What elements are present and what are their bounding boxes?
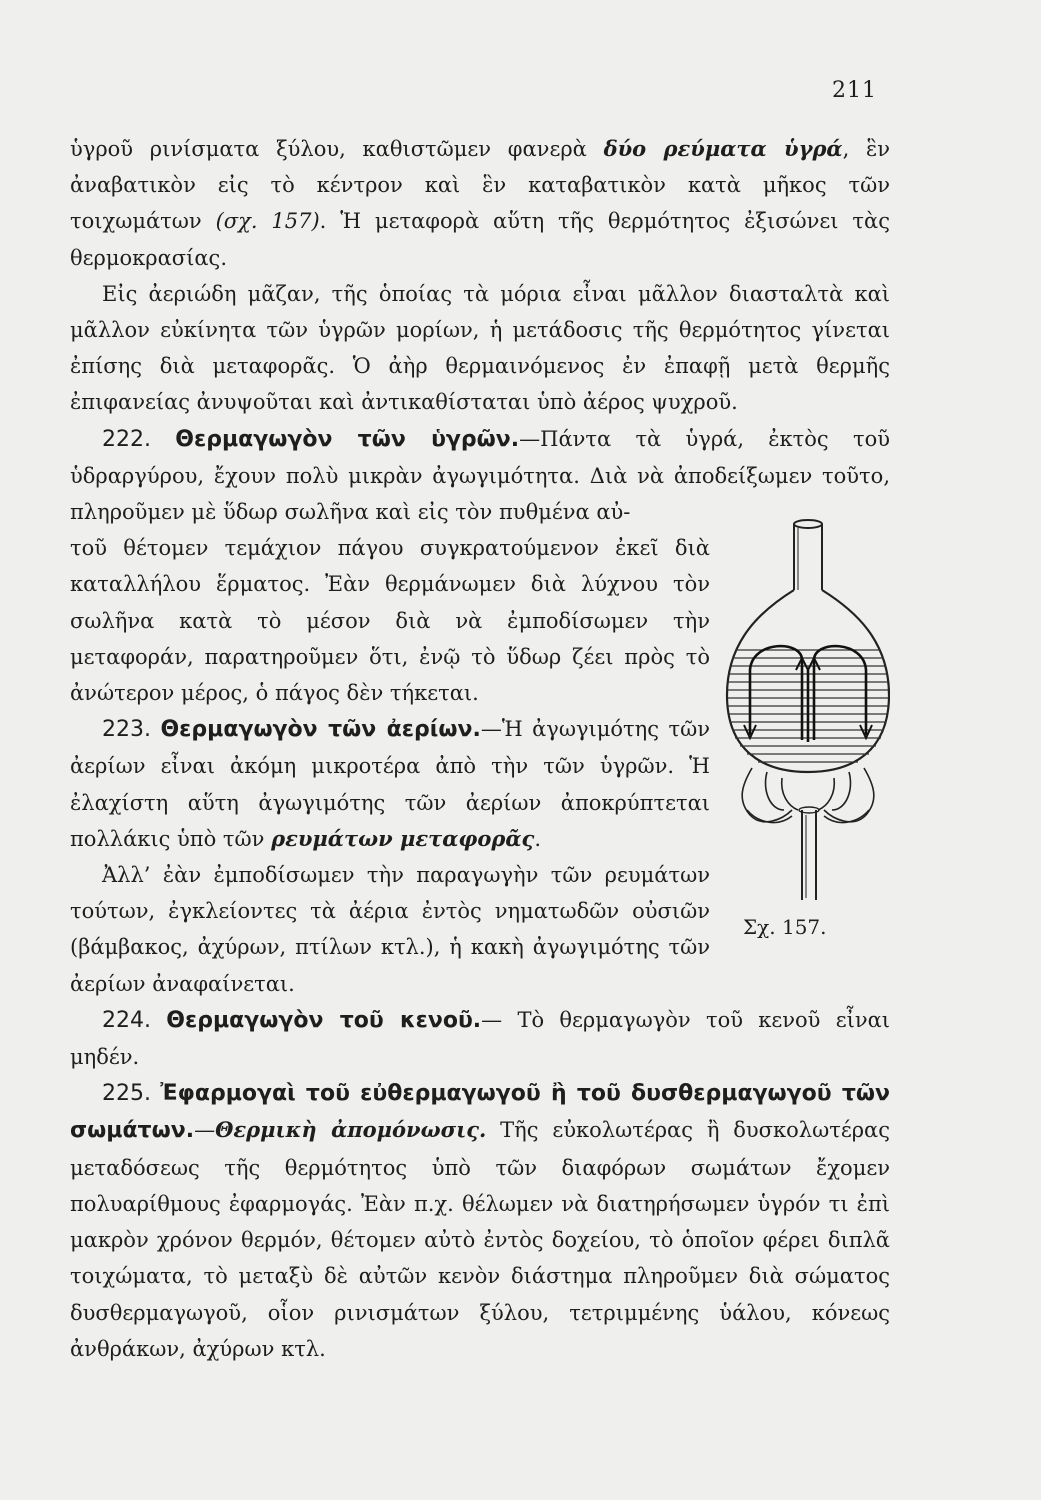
section-223 [70,711,710,857]
section-title: Θερμαγωγὸν τῶν ἀερίων. [160,717,481,743]
figure-caption: Σχ. 157. [743,915,827,939]
section-222-wrapped: τοῦ θέτομεν τεμάχιον πάγου συγκρατούμενον ἐκεῖ διὰ καταλλήλου ἕρματος. Ἐὰν θερμάνωμεν διὰ λύχνου τὸν σωλῆνα κατὰ τὸ μέσον διὰ νὰ ἐμποδίσωμεν τὴν μεταφοράν, παρατηροῦμεν ὅτι, ἐνῷ τὸ ὕδωρ ζέει πρὸς τὸ ἀνώτερον μέρος, ὁ πάγος δὲν τήκεται. [70,536,710,706]
flask-convection-diagram [722,510,890,930]
paragraph-convection-liquids [70,131,890,276]
emphasis-currents: δύο ρεύματα ὑγρά [603,136,843,161]
text-span: , ἓν ἀναβατικὸν εἰς τὸ κέντρον καὶ ἓν καταβατικὸν κατὰ μῆκος τῶν τοιχωμάτων [70,137,891,234]
text-span: . [534,826,541,851]
flask-neck [794,520,822,590]
convection-arrows [744,646,872,742]
burner-stem [799,807,819,900]
flame-icon [742,768,874,823]
emphasis-convection-currents: ρευμάτων μεταφορᾶς [271,825,535,851]
dash: — [481,1007,503,1032]
paragraph-gas-convection: Εἰς ἀεριώδη μᾶζαν, τῆς ὁποίας τὰ μόρια εἶναι μᾶλλον διασταλτὰ καὶ μᾶλλον εὐκίνητα τῶν ὑγρῶν μορίων, ἡ μετάδοσις τῆς θερμότητος γίνεται ἐπίσης διὰ μεταφορᾶς. Ὁ ἀὴρ θερμαινόμενος ἐν ἐπαφῇ μετὰ θερμῆς ἐπιφανείας ἀνυψοῦται καὶ ἀντικαθίσταται ὑπὸ ἀέρος ψυχροῦ. [70,281,890,415]
text-span: Τῆς εὐκολωτέρας ἢ δυσκολωτέρας μεταδόσεως τῆς θερμότητος ὑπὸ τῶν διαφόρων σωμάτων ἔχομεν πολυαρίθμους ἐφαρμογάς. Ἐὰν π.χ. θέλωμεν νὰ διατηρήσωμεν ὑγρόν τι ἐπὶ μακρὸν χρόνον θερμόν, θέτομεν αὐτὸ ἐντὸς δοχείου, τὸ ὁποῖον φέρει διπλᾶ τοιχώματα, τὸ μεταξὺ δὲ αὐτῶν κενὸν διάστημα πληροῦμεν διὰ σώματος δυσθερμαγωγοῦ, οἷον ρινισμάτων ξύλου, τετριμμένης ὑάλου, κόνεως ἀνθράκων, ἀχύρων κτλ. [70,1118,890,1361]
section-number: 222. [102,426,151,452]
text-span: ὑγροῦ ρινίσματα ξύλου, καθιστῶμεν φανερὰ [70,137,604,161]
section-224 [70,1002,890,1075]
paragraph-insulation: Ἀλλ’ ἐὰν ἐμποδίσωμεν τὴν παραγωγὴν τῶν ρευμάτων τούτων, ἐγκλείοντες τὰ ἀέρια ἐντὸς νηματωδῶν οὐσιῶν (βάμβακος, ἀχύρων, πτίλων κτλ.), ἡ κακὴ ἀγωγιμότης τῶν ἀερίων ἀναφαίνεται. [70,863,710,996]
subsection-title: Θερμικὴ ἀπομόνωσις. [215,1117,487,1143]
page-number: 211 [832,78,877,103]
section-title: Θερμαγωγὸν τοῦ κενοῦ. [166,1007,482,1033]
dash: — [194,1118,216,1143]
section-number: 223. [102,717,151,743]
text-span: . Ἡ μεταφορὰ αὕτη τῆς θερμότητος ἐξισώνει τὰς θερμοκρασίας. [70,209,890,270]
section-title: Ἐφαρμογαὶ τοῦ εὐθερμαγωγοῦ ἢ τοῦ δυσθερμαγωγοῦ τῶν σωμάτων. [70,1081,890,1144]
text-span: Πάντα τὰ ὑγρά, ἐκτὸς τοῦ ὑδραργύρου, ἔχουν πολὺ μικρὰν ἀγωγιμότητα. Διὰ νὰ ἀποδείξωμεν τοῦτο, πληροῦμεν μὲ ὕδωρ σωλῆνα καὶ εἰς τὸν πυθμένα αὐ- [70,426,890,525]
section-title: Θερμαγωγὸν τῶν ὑγρῶν. [175,426,520,452]
section-225 [70,1075,890,1367]
dash: — [480,717,502,742]
text-span: Τὸ θερμαγωγὸν τοῦ κενοῦ εἶναι μηδέν. [70,1007,890,1070]
dash: — [519,426,541,451]
text-span: Ἡ ἀγωγιμότης τῶν ἀερίων εἶναι ἀκόμη μικροτέρα ἀπὸ τὴν τῶν ὑγρῶν. Ἡ ἐλαχίστη αὕτη ἀγωγιμότης τῶν ἀερίων ἀποκρύπτεται πολλάκις ὑπὸ τῶν [70,717,710,851]
section-number: 225. [102,1081,151,1107]
figure-reference: (σχ. 157) [215,209,320,234]
section-number: 224. [102,1007,151,1033]
